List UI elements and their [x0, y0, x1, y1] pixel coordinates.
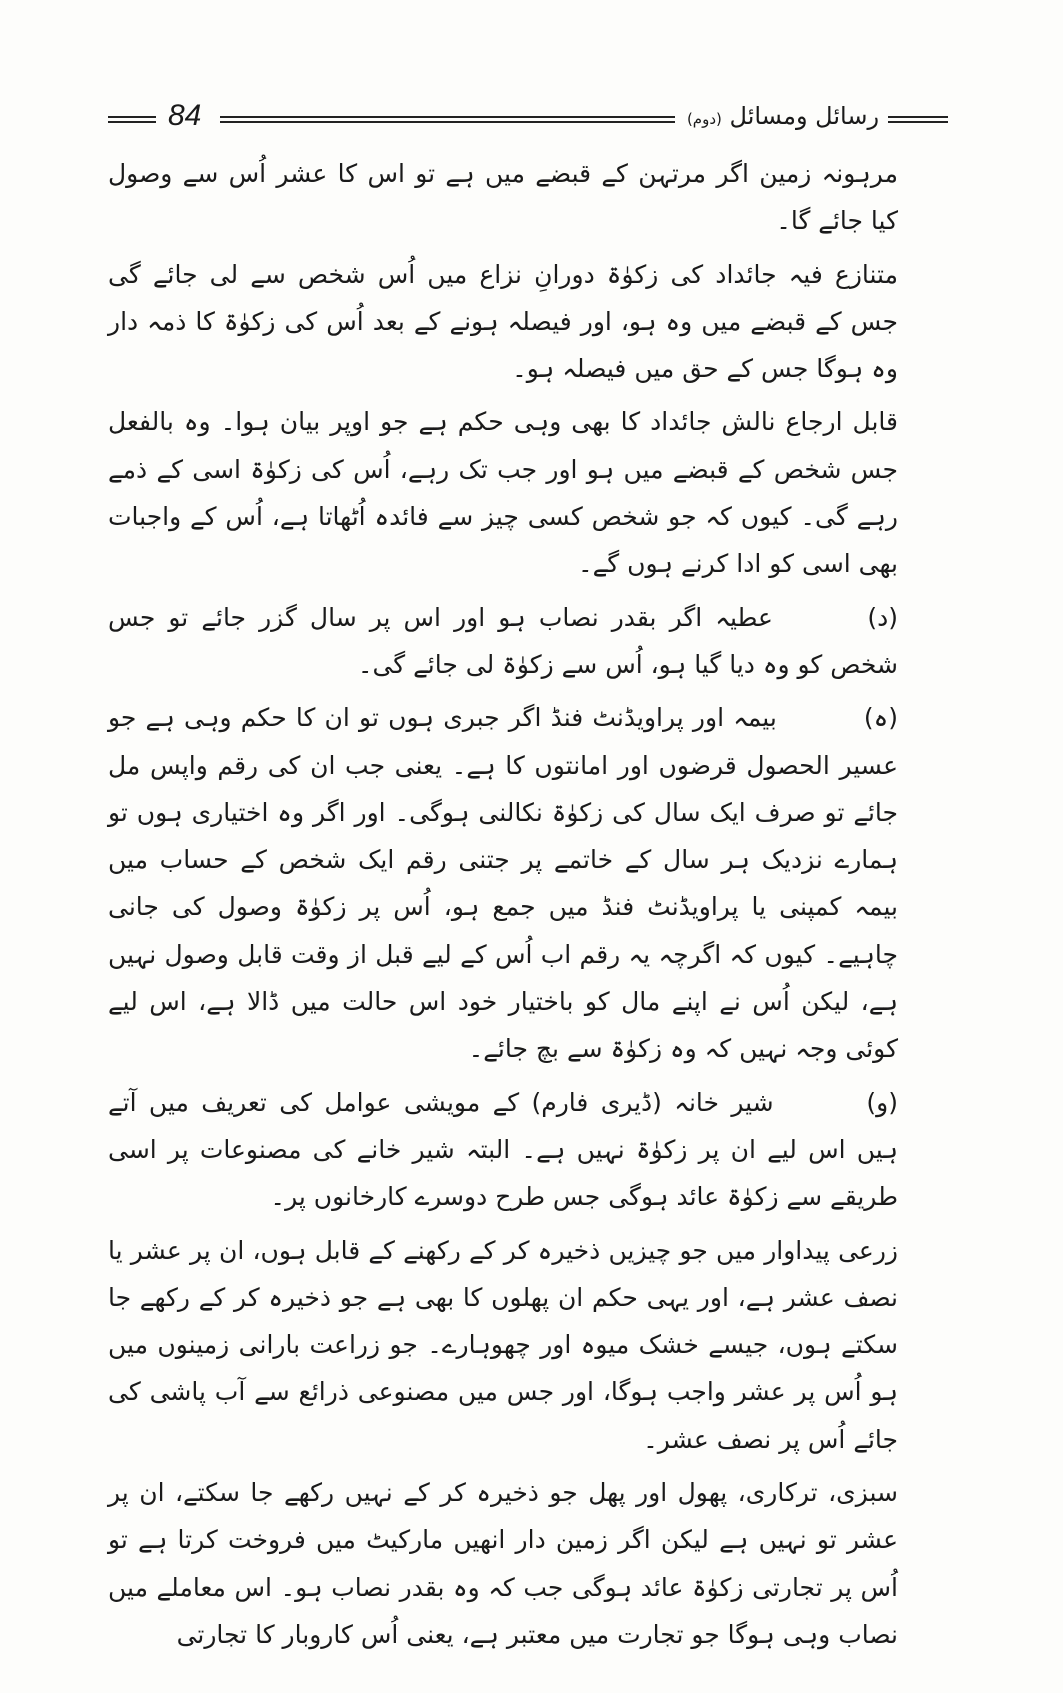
running-header	[108, 96, 898, 136]
paragraph	[108, 150, 898, 245]
paragraph	[108, 1469, 898, 1658]
item-marker: (د)	[867, 602, 898, 632]
header-rule-left	[108, 116, 156, 123]
paragraph-text: شیر خانہ (ڈیری فارم) کے مویشی عوامل کی تعریف میں آتے ہیں اس لیے ان پر زکوٰۃ نہیں ہے۔ البتہ شیر خانے کی مصنوعات پر اسی طریقے سے زکوٰۃ عائد ہوگی جس طرح دوسرے کارخانوں پر۔	[108, 1087, 898, 1212]
paragraph-text: قابل ارجاع نالش جائداد کا بھی وہی حکم ہے جو اوپر بیان ہوا۔ وہ بالفعل جس شخص کے قبضے میں ہو اور جب تک رہے، اُس کی زکوٰۃ اسی کے ذمے رہے گی۔ کیوں کہ جو شخص کسی چیز سے فائدہ اُٹھاتا ہے، اُس کے واجبات بھی اسی کو ادا کرنے ہوں گے۔	[108, 407, 898, 579]
page-number: 84	[168, 99, 202, 132]
running-title	[683, 98, 883, 137]
paragraph	[108, 251, 898, 393]
item-marker: (ہ)	[863, 703, 898, 733]
header-rule-middle	[220, 116, 675, 123]
header-rule-right	[888, 116, 948, 123]
book-title: رسائل ومسائل	[729, 102, 880, 130]
paragraph	[108, 1079, 898, 1221]
paragraph-text: متنازع فیہ جائداد کی زکوٰۃ دورانِ نزاع میں اُس شخص سے لی جائے گی جس کے قبضے میں وہ ہو، اور فیصلہ ہونے کے بعد اُس کی زکوٰۃ کا ذمہ دار وہ ہوگا جس کے حق میں فیصلہ ہو۔	[108, 259, 898, 384]
paragraph-text: مرہونہ زمین اگر مرتہن کے قبضے میں ہے تو اس کا عشر اُس سے وصول کیا جائے گا۔	[108, 159, 898, 236]
body-text	[108, 150, 898, 1658]
paragraph	[108, 694, 898, 1072]
paragraph	[108, 398, 898, 587]
paragraph	[108, 594, 898, 689]
paragraph-text: زرعی پیداوار میں جو چیزیں ذخیرہ کر کے رکھنے کے قابل ہوں، ان پر عشر یا نصف عشر ہے، اور یہی حکم ان پھلوں کا بھی ہے جو ذخیرہ کر کے رکھے جا سکتے ہوں، جیسے خشک میوہ اور چھوہارے۔ جو زراعت بارانی زمینوں میں ہو اُس پر عشر واجب ہوگا، اور جس میں مصنوعی ذرائع سے آب پاشی کی جائے اُس پر نصف عشر۔	[108, 1235, 898, 1454]
volume-label: (دوم)	[686, 110, 722, 128]
paragraph	[108, 1227, 898, 1463]
paragraph-text: سبزی، ترکاری، پھول اور پھل جو ذخیرہ کر کے نہیں رکھے جا سکتے، ان پر عشر تو نہیں ہے لیکن اگر زمین دار انھیں مارکیٹ میں فروخت کرتا ہے تو اُس پر تجارتی زکوٰۃ عائد ہوگی جب کہ وہ بقدر نصاب ہو۔ اس معاملے میں نصاب وہی ہوگا جو تجارت میں معتبر ہے، یعنی اُس کاروبار کا تجارتی	[108, 1478, 898, 1649]
paragraph-text: عطیہ اگر بقدر نصاب ہو اور اس پر سال گزر جائے تو جس شخص کو وہ دیا گیا ہو، اُس سے زکوٰۃ لی جائے گی۔	[108, 602, 898, 679]
paragraph-text: بیمہ اور پراویڈنٹ فنڈ اگر جبری ہوں تو ان کا حکم وہی ہے جو عسیر الحصول قرضوں اور امانتوں کا ہے۔ یعنی جب ان کی رقم واپس مل جائے تو صرف ایک سال کی زکوٰۃ نکالنی ہوگی۔ اور اگر وہ اختیاری ہوں تو ہمارے نزدیک ہر سال کے خاتمے پر جتنی رقم ایک شخص کے حساب میں بیمہ کمپنی یا پراویڈنٹ فنڈ میں جمع ہو، اُس پر زکوٰۃ وصول کی جانی چاہیے۔ کیوں کہ اگرچہ یہ رقم اب اُس کے لیے قبل از وقت قابل وصول نہیں ہے، لیکن اُس نے اپنے مال کو باختیار خود اس حالت میں ڈالا ہے، اس لیے کوئی وجہ نہیں کہ وہ زکوٰۃ سے بچ جائے۔	[108, 703, 898, 1064]
item-marker: (و)	[866, 1087, 898, 1117]
